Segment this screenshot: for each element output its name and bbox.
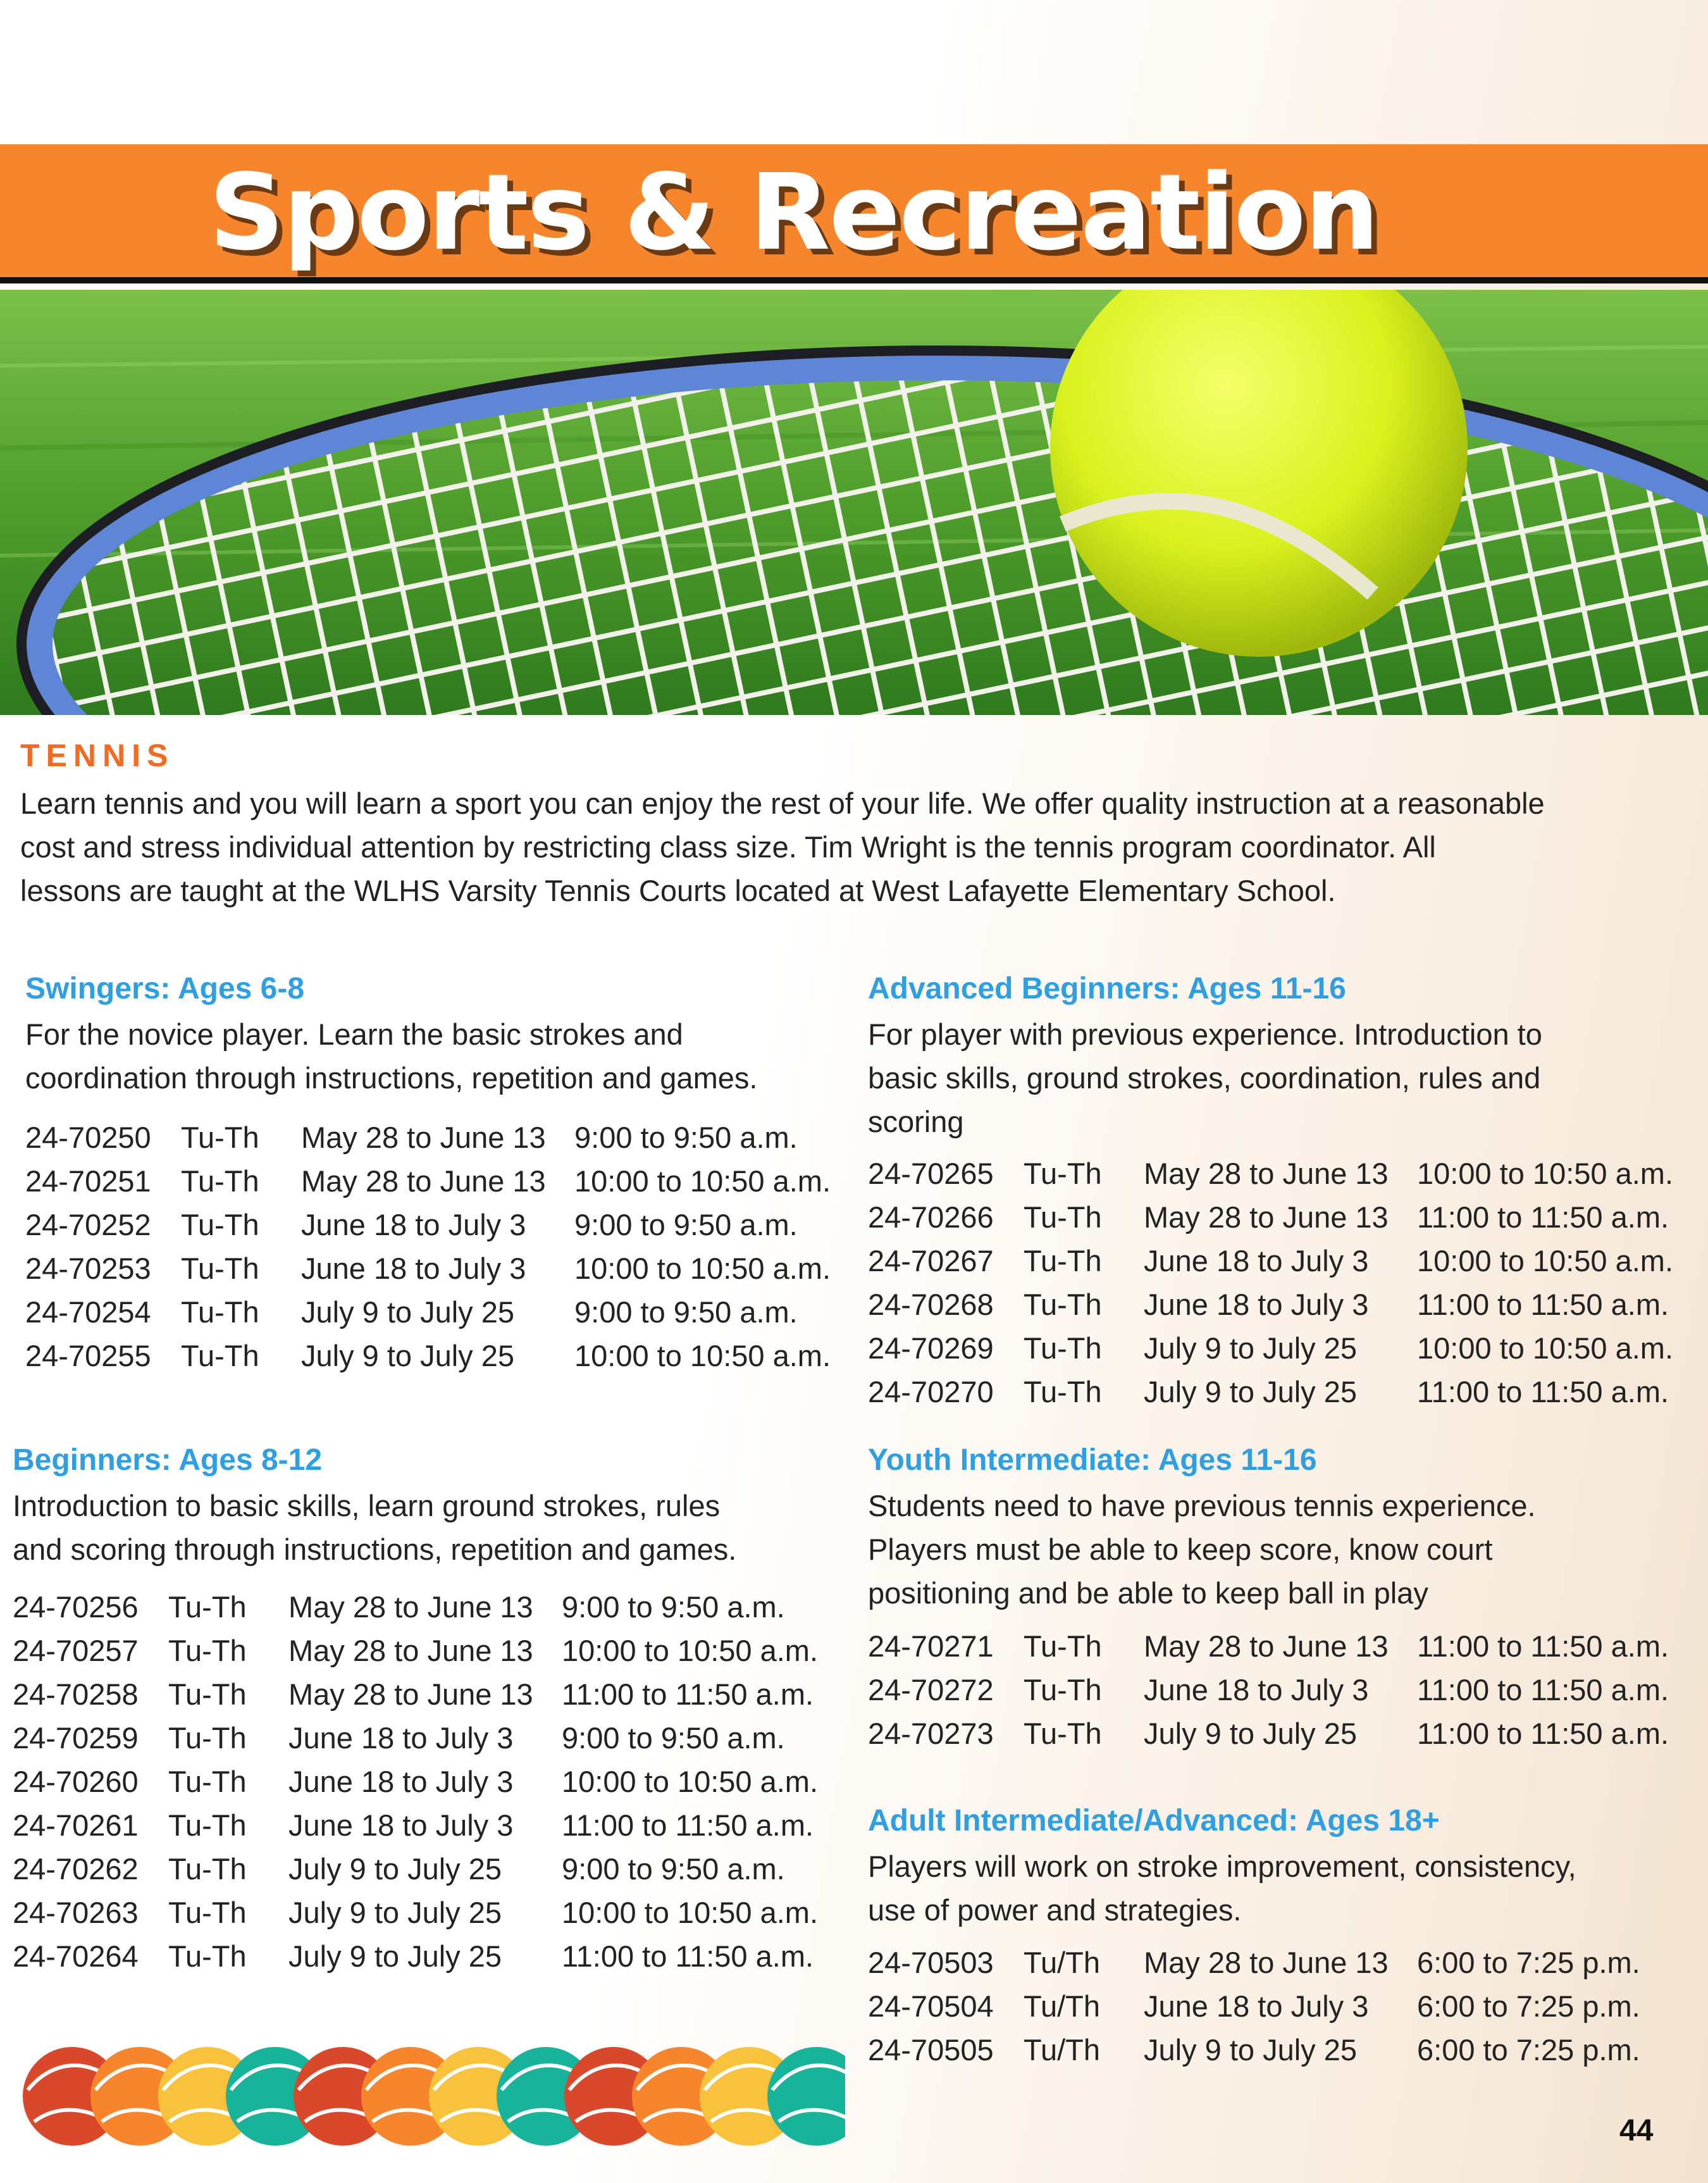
intro-line: Learn tennis and you will learn a sport you can enjoy the rest of your life. We offer quality instruction at a reasonable: [20, 787, 1545, 820]
class-days: Tu-Th: [1024, 1244, 1102, 1278]
class-dates: June 18 to July 3: [1144, 1244, 1369, 1278]
class-code: 24-70253: [25, 1252, 151, 1285]
tennis-racket-ball-image: [0, 290, 1708, 715]
class-dates: July 9 to July 25: [1144, 2033, 1358, 2067]
class-dates: May 28 to June 13: [1144, 1946, 1389, 1979]
group-title-youth-intermediate: Youth Intermediate: Ages 11-16: [868, 1443, 1317, 1477]
class-table-adult-intermediate: [868, 1941, 1640, 2072]
class-dates: July 9 to July 25: [288, 1852, 502, 1886]
desc-line: For the novice player. Learn the basic strokes and: [25, 1017, 683, 1051]
class-dates: June 18 to July 3: [288, 1765, 514, 1798]
group-title-swingers: Swingers: Ages 6-8: [25, 972, 305, 1005]
class-code: 24-70259: [13, 1721, 139, 1755]
class-days: Tu-Th: [1024, 1717, 1102, 1750]
class-dates: June 18 to July 3: [301, 1252, 526, 1285]
class-time: 11:00 to 11:50 a.m.: [1417, 1673, 1669, 1707]
page-title: Sports & Recreation: [209, 152, 1378, 274]
class-dates: June 18 to July 3: [288, 1721, 514, 1755]
class-time: 10:00 to 10:50 a.m.: [562, 1634, 819, 1667]
class-dates: June 18 to July 3: [288, 1808, 514, 1842]
class-dates: July 9 to July 25: [1144, 1331, 1358, 1365]
class-code: 24-70262: [13, 1852, 139, 1886]
class-days: Tu-Th: [1024, 1288, 1102, 1321]
class-row: [868, 1326, 1673, 1370]
class-days: Tu/Th: [1024, 2033, 1101, 2067]
class-dates: July 9 to July 25: [301, 1339, 515, 1372]
class-row: [13, 1891, 818, 1934]
class-time: 9:00 to 9:50 a.m.: [562, 1852, 785, 1886]
class-time: 9:00 to 9:50 a.m.: [562, 1721, 785, 1755]
class-time: 11:00 to 11:50 a.m.: [1417, 1375, 1669, 1409]
class-days: Tu-Th: [168, 1808, 247, 1842]
class-row: [868, 1624, 1669, 1668]
desc-line: and scoring through instructions, repetition and games.: [13, 1533, 737, 1566]
group-desc-adult-intermediate: [868, 1844, 1576, 1932]
desc-line: Players will work on stroke improvement, consistency,: [868, 1850, 1576, 1883]
class-table-youth-intermediate: [868, 1624, 1669, 1755]
class-time: 9:00 to 9:50 a.m.: [574, 1295, 798, 1329]
desc-line: Introduction to basic skills, learn ground strokes, rules: [13, 1489, 721, 1522]
class-code: 24-70268: [868, 1288, 994, 1321]
hero-photo: [0, 290, 1708, 715]
class-row: [868, 1941, 1640, 1984]
group-desc-youth-intermediate: [868, 1484, 1536, 1615]
class-time: 10:00 to 10:50 a.m.: [574, 1339, 831, 1372]
class-days: Tu-Th: [168, 1677, 247, 1711]
class-row: [25, 1203, 831, 1247]
class-code: 24-70271: [868, 1629, 994, 1663]
class-days: Tu/Th: [1024, 1946, 1101, 1979]
class-days: Tu-Th: [168, 1896, 247, 1929]
class-time: 10:00 to 10:50 a.m.: [574, 1164, 831, 1198]
class-code: 24-70264: [13, 1939, 139, 1973]
class-dates: July 9 to July 25: [288, 1896, 502, 1929]
class-time: 6:00 to 7:25 p.m.: [1417, 1946, 1640, 1979]
class-code: 24-70265: [868, 1157, 994, 1190]
class-code: 24-70504: [868, 1989, 994, 2023]
group-desc-advanced-beginners: [868, 1012, 1542, 1143]
class-code: 24-70261: [13, 1808, 139, 1842]
class-row: [13, 1760, 818, 1803]
class-table-swingers: [25, 1116, 831, 1378]
class-code: 24-70270: [868, 1375, 994, 1409]
class-days: Tu-Th: [1024, 1200, 1102, 1234]
class-days: Tu-Th: [1024, 1673, 1102, 1707]
class-time: 10:00 to 10:50 a.m.: [574, 1252, 831, 1285]
class-time: 9:00 to 9:50 a.m.: [574, 1121, 798, 1154]
class-row: [13, 1803, 818, 1847]
desc-line: Students need to have previous tennis experience.: [868, 1489, 1536, 1522]
class-code: 24-70503: [868, 1946, 994, 1979]
class-code: 24-70255: [25, 1339, 151, 1372]
class-days: Tu-Th: [168, 1939, 247, 1973]
class-days: Tu-Th: [1024, 1629, 1102, 1663]
class-code: 24-70258: [13, 1677, 139, 1711]
class-days: Tu-Th: [181, 1208, 259, 1241]
class-code: 24-70269: [868, 1331, 994, 1365]
class-code: 24-70505: [868, 2033, 994, 2067]
class-time: 11:00 to 11:50 a.m.: [562, 1677, 814, 1711]
class-time: 11:00 to 11:50 a.m.: [1417, 1288, 1669, 1321]
class-dates: May 28 to June 13: [288, 1590, 533, 1624]
class-row: [25, 1159, 831, 1203]
desc-line: use of power and strategies.: [868, 1893, 1242, 1927]
class-dates: July 9 to July 25: [301, 1295, 515, 1329]
class-code: 24-70254: [25, 1295, 151, 1329]
class-days: Tu-Th: [168, 1765, 247, 1798]
group-desc-swingers: [25, 1012, 757, 1100]
desc-line: basic skills, ground strokes, coordination, rules and: [868, 1061, 1541, 1095]
class-days: Tu-Th: [168, 1852, 247, 1886]
class-time: 10:00 to 10:50 a.m.: [562, 1765, 819, 1798]
tennis-balls-icon: [23, 2043, 845, 2150]
class-row: [868, 2028, 1640, 2072]
class-time: 11:00 to 11:50 a.m.: [1417, 1200, 1669, 1234]
group-title-beginners: Beginners: Ages 8-12: [13, 1443, 323, 1477]
section-title: TENNIS: [20, 738, 175, 773]
class-row: [868, 1984, 1640, 2028]
class-days: Tu-Th: [168, 1590, 247, 1624]
group-title-adult-intermediate: Adult Intermediate/Advanced: Ages 18+: [868, 1804, 1440, 1838]
desc-line: positioning and be able to keep ball in play: [868, 1576, 1428, 1610]
class-dates: May 28 to June 13: [1144, 1157, 1389, 1190]
class-row: [25, 1290, 831, 1334]
class-row: [13, 1847, 818, 1891]
class-dates: May 28 to June 13: [301, 1121, 546, 1154]
class-days: Tu/Th: [1024, 1989, 1101, 2023]
class-row: [25, 1116, 831, 1159]
intro-line: cost and stress individual attention by restricting class size. Tim Wright is the tennis program coordinator. All: [20, 830, 1436, 864]
class-row: [13, 1934, 818, 1978]
class-time: 6:00 to 7:25 p.m.: [1417, 1989, 1640, 2023]
desc-line: coordination through instructions, repetition and games.: [25, 1061, 758, 1095]
class-code: 24-70267: [868, 1244, 994, 1278]
class-dates: June 18 to July 3: [1144, 1989, 1369, 2023]
section-intro: [20, 781, 1690, 912]
class-dates: June 18 to July 3: [301, 1208, 526, 1241]
class-row: [868, 1283, 1673, 1326]
class-days: Tu-Th: [1024, 1331, 1102, 1365]
desc-line: scoring: [868, 1105, 964, 1138]
class-row: [13, 1629, 818, 1672]
class-code: 24-70260: [13, 1765, 139, 1798]
class-days: Tu-Th: [181, 1121, 259, 1154]
class-dates: July 9 to July 25: [1144, 1717, 1358, 1750]
class-code: 24-70252: [25, 1208, 151, 1241]
class-code: 24-70273: [868, 1717, 994, 1750]
class-time: 10:00 to 10:50 a.m.: [1417, 1331, 1674, 1365]
class-dates: June 18 to July 3: [1144, 1288, 1369, 1321]
page-number: 44: [1619, 2114, 1654, 2148]
class-row: [868, 1712, 1669, 1755]
intro-line: lessons are taught at the WLHS Varsity Tennis Courts located at West Lafayette Elementary School.: [20, 874, 1336, 907]
class-days: Tu-Th: [181, 1164, 259, 1198]
class-days: Tu-Th: [1024, 1375, 1102, 1409]
class-time: 9:00 to 9:50 a.m.: [574, 1208, 798, 1241]
class-dates: May 28 to June 13: [301, 1164, 546, 1198]
class-days: Tu-Th: [168, 1721, 247, 1755]
class-time: 10:00 to 10:50 a.m.: [562, 1896, 819, 1929]
group-desc-beginners: [13, 1484, 736, 1571]
class-row: [25, 1247, 831, 1290]
class-code: 24-70250: [25, 1121, 151, 1154]
class-code: 24-70251: [25, 1164, 151, 1198]
class-code: 24-70263: [13, 1896, 139, 1929]
class-days: Tu-Th: [168, 1634, 247, 1667]
class-table-beginners: [13, 1585, 818, 1978]
class-dates: May 28 to June 13: [288, 1634, 533, 1667]
class-table-advanced-beginners: [868, 1152, 1673, 1414]
class-dates: July 9 to July 25: [288, 1939, 502, 1973]
class-row: [868, 1152, 1673, 1195]
class-dates: June 18 to July 3: [1144, 1673, 1369, 1707]
class-row: [13, 1585, 818, 1629]
class-days: Tu-Th: [181, 1252, 259, 1285]
class-dates: May 28 to June 13: [1144, 1629, 1389, 1663]
class-code: 24-70272: [868, 1673, 994, 1707]
desc-line: Players must be able to keep score, know court: [868, 1533, 1493, 1566]
class-code: 24-70257: [13, 1634, 139, 1667]
desc-line: For player with previous experience. Introduction to: [868, 1017, 1542, 1051]
class-row: [25, 1334, 831, 1378]
class-row: [868, 1195, 1673, 1239]
class-time: 11:00 to 11:50 a.m.: [1417, 1629, 1669, 1663]
class-row: [868, 1370, 1673, 1414]
class-row: [13, 1716, 818, 1760]
class-dates: May 28 to June 13: [288, 1677, 533, 1711]
class-time: 10:00 to 10:50 a.m.: [1417, 1157, 1674, 1190]
decorative-tennis-balls: [23, 2043, 845, 2150]
class-row: [13, 1672, 818, 1716]
group-title-advanced-beginners: Advanced Beginners: Ages 11-16: [868, 972, 1346, 1005]
class-time: 6:00 to 7:25 p.m.: [1417, 2033, 1640, 2067]
class-time: 11:00 to 11:50 a.m.: [1417, 1717, 1669, 1750]
class-days: Tu-Th: [181, 1339, 259, 1372]
class-time: 11:00 to 11:50 a.m.: [562, 1808, 814, 1842]
class-dates: July 9 to July 25: [1144, 1375, 1358, 1409]
class-dates: May 28 to June 13: [1144, 1200, 1389, 1234]
class-row: [868, 1239, 1673, 1283]
class-row: [868, 1668, 1669, 1712]
class-time: 9:00 to 9:50 a.m.: [562, 1590, 785, 1624]
class-days: Tu-Th: [1024, 1157, 1102, 1190]
class-days: Tu-Th: [181, 1295, 259, 1329]
class-code: 24-70256: [13, 1590, 139, 1624]
class-time: 10:00 to 10:50 a.m.: [1417, 1244, 1674, 1278]
class-code: 24-70266: [868, 1200, 994, 1234]
class-time: 11:00 to 11:50 a.m.: [562, 1939, 814, 1973]
